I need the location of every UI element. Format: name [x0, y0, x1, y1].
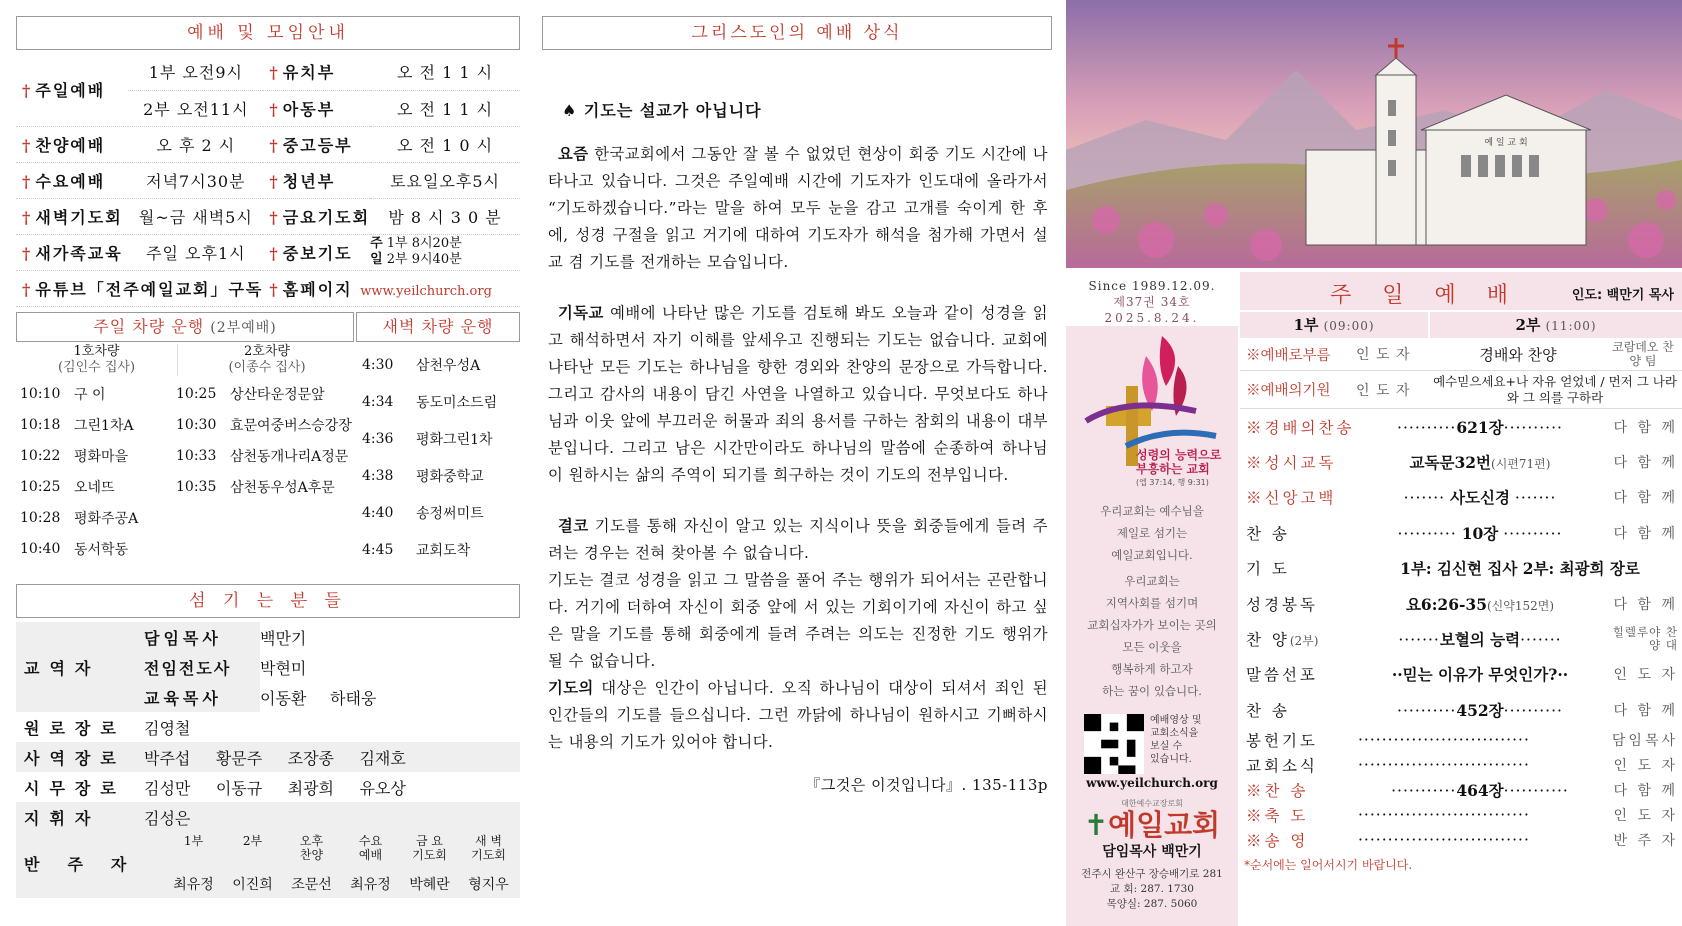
stop-time: 4:40 — [362, 504, 394, 521]
service-name: † 금요기도회 — [269, 207, 371, 227]
order-table: ※경배의찬송 ··········621장·········· 다 함 께 ※성시교독 교독문32번(시편71편) 다 함 께 ※신앙고백 ······· 사도신경 ······· 다 함 께 찬 송 ·········· 10장 ·········· 다 함 께 기 도 1부: 김신현 집사 2부: 최광희 장로 성경봉독 요6:26-35(신약152면) 다 함 께 찬 양(2부) ·······보혈의 능력······· 힐렐루야 찬 양 대 말씀선포 ··믿는 이유가 무엇인가?·· 인 도 자 찬 송 ··········452장·········· 다 함 께 봉헌기도 ····························· 담임목사 교회소식 ····························· 인 도 자 ※찬 송 ···········464장··········· 다 함 께 ※축 도 ····························· 인 도 자 ※송 영 ····························· 반 주 자 — [1246, 417, 1678, 851]
service-time: 월~금 새벽5시 — [138, 207, 253, 227]
order-title: 주 일 예 배 — [1330, 283, 1520, 308]
order-row: ※예배의기원 인 도 자 예수믿으세요+나 자유 얻었네 / 먼저 그 나라와 그 의를 구하라 — [1240, 371, 1682, 409]
stop-name: 송정써미트 — [416, 505, 484, 522]
contact-info: 전주시 완산구 장승배기로 281 교 회: 287. 1730 목양실: 287. 5060 — [1081, 868, 1223, 910]
stop-name: 효문여중버스승강장 — [230, 417, 352, 434]
article-header: 그리스도인의 예배 상식 — [542, 16, 1052, 50]
first-service-label: 1부 (09:00) — [1240, 312, 1428, 338]
role-elder-emeritus: 원로장로 — [24, 718, 126, 738]
person: 백만기 — [260, 628, 307, 648]
article-subtitle: ♠ 기도는 설교가 아닙니다 — [562, 101, 762, 120]
worship-schedule-section — [16, 16, 520, 893]
stop-name: 평화그린1차 — [416, 431, 493, 448]
service-name: † 새가족교육 — [22, 243, 123, 263]
accompanist-slot: 2부 — [242, 834, 263, 848]
bus-stop — [176, 440, 356, 471]
paragraph: 요즘 한국교회에서 그동안 잘 볼 수 없었던 현상이 회중 기도 시간에 나타나고 있습니다. 그것은 주일예배 시간에 기도자가 인도대에 올라가서 “기도하겠습니다.”라는 말을 하여 모두 눈을 감고 고개를 숙이게 한 후에, 성경 구절을 읽고 거기에 대하여 기도자가 해석을 첨가해 가면서 설교 겸 기도를 전개하는 모습입니다. — [548, 145, 1048, 271]
issue-date: 2025.8.24. — [1066, 312, 1238, 326]
service-name: † 청년부 — [269, 171, 336, 191]
church-picture — [1066, 0, 1682, 268]
service-time: 주 1부 8시20분 일 2부 9시40분 — [370, 236, 462, 267]
paragraph: 결코 기도를 통해 자신이 알고 있는 지식이나 뜻을 회중들에게 들려 주려는 경우는 전혀 찾아볼 수 없습니다. — [548, 517, 1048, 562]
bus-stop — [176, 471, 356, 502]
paragraph: 기도는 결코 성경을 읽고 그 말씀을 풀어 주는 행위가 되어서는 곤란합니다. 거기에 더하여 자신이 회중 앞에 서 있는 기회이기에 자신이 하고 싶은 말을 기도를 통해 회중에게 들려 주려는 의도는 진정한 기도 행위가 될 수 없습니다. — [548, 571, 1048, 670]
position: 담임목사 — [144, 622, 260, 652]
stop-time: 10:33 — [176, 447, 217, 464]
order-row: ※예배로부름 인 도 자 경배와 찬양 코람데오 찬 양 팀 — [1240, 338, 1682, 371]
bus-stop — [362, 494, 520, 531]
stop-name: 삼천동우성A후문 — [230, 479, 335, 496]
person: 김영철 — [144, 718, 191, 738]
accompanist-slot: 수요 예배 — [358, 834, 383, 862]
slogan-verse: (엡 37:14, 행 9:31) — [1136, 478, 1209, 487]
website-link[interactable]: www.yeilchurch.org — [1086, 776, 1218, 790]
dawn-route — [362, 346, 520, 568]
stop-time: 4:38 — [362, 467, 394, 484]
service-name: † 아동부 — [269, 99, 336, 119]
accompanist-name: 이진희 — [232, 877, 273, 893]
stop-name: 평화중학교 — [416, 468, 484, 485]
slogan: 성령의 능력으로 — [1136, 448, 1222, 462]
servers-title: 섬 기 는 분 들 — [16, 584, 520, 618]
stop-time: 10:22 — [20, 447, 61, 464]
service-time: 밤 8 시 3 0 분 — [388, 207, 502, 227]
accompanist-row — [16, 832, 520, 898]
service-time: 주일 오후1시 — [146, 243, 246, 263]
stop-name: 동서학동 — [74, 541, 129, 558]
stop-name: 오네뜨 — [74, 479, 115, 496]
dawn-bus-title: 새벽 차량 운행 — [356, 312, 520, 342]
stop-time: 10:28 — [20, 509, 61, 526]
stop-name: 동도미소드림 — [416, 394, 498, 411]
stop-name: 구 이 — [74, 386, 106, 403]
service-time: 오 후 2 시 — [156, 135, 236, 155]
service-time: 토요일오후5시 — [390, 171, 500, 191]
bus-stop — [362, 383, 520, 420]
church-logo — [1066, 326, 1238, 496]
issue-info: Since 1989.12.09. 제37권 34호 — [1066, 272, 1238, 312]
person-list: 박주섭 황문주 조장종 김재호 — [144, 742, 520, 772]
youtube-link[interactable]: † 유튜브「전주예일교회」구독 — [22, 279, 264, 299]
accompanist-name: 형지우 — [468, 877, 509, 893]
bus-stop — [20, 533, 170, 564]
bus-stop — [362, 420, 520, 457]
bus-stop — [176, 409, 356, 440]
service-split — [1240, 312, 1682, 338]
stop-name: 교회도착 — [416, 542, 471, 559]
service-time: 오 전 1 0 시 — [396, 135, 494, 155]
bus-stop — [20, 440, 170, 471]
accompanist-slot: 금 요 기도회 — [412, 834, 447, 862]
service-time: 2부 오전11시 — [143, 99, 249, 119]
service-time: 오 전 1 1 시 — [396, 63, 494, 83]
position: 교육목사 — [144, 682, 260, 712]
stop-name: 평화마을 — [74, 448, 129, 465]
bus-stop — [20, 502, 170, 533]
church-sidebar — [1066, 272, 1238, 926]
stop-time: 4:45 — [362, 541, 394, 558]
service-time: 저녁7시30분 — [146, 171, 246, 191]
stop-time: 10:10 — [20, 385, 61, 402]
role-ministry-elders: 사역장로 — [16, 742, 144, 772]
person: 김성은 — [144, 802, 520, 832]
church-motto: 우리교회는 예수님을 제일로 섬기는 예일교회입니다. 우리교회는 지역사회를 섬기며 교회십자가가 보이는 곳의 모든 이웃을 행복하게 하고자 하는 꿈이 있습니다. — [1087, 504, 1217, 698]
stop-time: 4:34 — [362, 393, 394, 410]
pastor-name: 담임목사 백만기 — [1102, 844, 1202, 860]
service-time: 1부 오전9시 — [148, 63, 243, 83]
car1-route — [20, 378, 170, 564]
bus-stop — [362, 531, 520, 568]
order-of-service — [1240, 272, 1682, 873]
stop-name: 삼천우성A — [416, 357, 481, 374]
stop-name: 그린1차A — [74, 417, 134, 434]
bus-stop — [362, 457, 520, 494]
article-body — [542, 141, 1052, 799]
service-time: 오 전 1 1 시 — [396, 99, 494, 119]
stop-time: 10:40 — [20, 540, 61, 557]
standing-note: *순서에는 일어서시기 바랍니다. — [1244, 857, 1413, 872]
person: 하태웅 — [330, 688, 377, 708]
picture-label: 예 일 교 회 — [1484, 138, 1528, 148]
order-leader: 인도: 백만기 목사 — [1571, 288, 1674, 303]
slogan: 부흥하는 교회 — [1136, 462, 1210, 476]
stop-time: 10:18 — [20, 416, 61, 433]
homepage-link[interactable]: † 홈페이지 www.yeilchurch.org — [269, 279, 492, 299]
stop-name: 평화주공A — [74, 510, 139, 527]
service-name: † 중보기도 — [269, 243, 353, 263]
service-name: † 주일예배 — [22, 81, 106, 101]
second-service-label: 2부 (11:00) — [1430, 312, 1682, 338]
accompanist-name: 조문선 — [291, 877, 332, 893]
order-header — [1240, 272, 1682, 310]
service-name: † 수요예배 — [22, 171, 106, 191]
sunday-bus-title: 주일 차량 운행 (2부예배) — [16, 312, 354, 342]
car1-label: 1호차량 (김인수 집사) — [16, 344, 178, 376]
accompanist-slot: 오후 찬양 — [299, 834, 324, 862]
stop-time: 10:35 — [176, 478, 217, 495]
service-name: † 새벽기도회 — [22, 207, 123, 227]
stop-time: 4:30 — [362, 356, 394, 373]
qr-code-icon[interactable] — [1084, 714, 1144, 774]
service-name: † 찬양예배 — [22, 135, 106, 155]
worship-header: 예배 및 모임안내 — [16, 16, 520, 50]
accompanist-name: 최유정 — [173, 877, 214, 893]
car2-route — [176, 378, 356, 502]
role-active-elders: 시무장로 — [24, 778, 126, 798]
stop-name: 상산타운정문앞 — [230, 386, 325, 403]
paragraph: 기독교 예배에 나타난 많은 기도를 검토해 봐도 오늘과 같이 성경을 읽고 해석하면서 자기 이해를 앞세우고 진행되는 기도는 없습니다. 교회에 나타난 모든 기도는 하나님을 향한 경외와 찬양의 문장으로 가득합니다. 그리고 감사의 내용이 담긴 사연을 나열하고 있습니다. 무엇보다도 하나님과 이웃 앞에 부끄러운 허물과 죄의 용서를 구하는 참회의 내용이 대부분입니다. 그리고 남은 시간만이라도 하나님의 말씀에 순종하여 하나님이 원하시는 삶의 주역이 되기를 희구하는 것이 기도의 전부입니다. — [548, 304, 1048, 484]
worship-table — [16, 54, 520, 307]
stop-name: 삼천동개나리A정문 — [230, 448, 349, 465]
bus-section — [16, 312, 520, 559]
stop-time: 10:30 — [176, 416, 217, 433]
role-conductor: 지휘자 — [16, 802, 144, 832]
person: 박현미 — [260, 658, 307, 678]
person-list: 김성만 이동규 최광희 유오상 — [144, 778, 406, 798]
stop-time: 10:25 — [20, 478, 61, 495]
accompanist-slot: 1부 — [183, 834, 204, 848]
qr-block: 예배영상 및 교회소식을 보실 수 있습니다. — [1066, 714, 1238, 774]
servers-section — [16, 584, 520, 893]
stop-time: 10:25 — [176, 385, 217, 402]
paragraph: 기도의 대상은 인간이 아닙니다. 오직 하나님이 대상이 되셔서 죄인 된 인간들의 기도를 들으십니다. 그런 까닭에 하나님이 원하시고 기뻐하시는 내용의 기도가 있어야 합니다. — [548, 679, 1048, 751]
bus-stop — [20, 378, 170, 409]
church-name-logo: 대한예수교장로회 ✝예일교회 담임목사 백만기 — [1066, 798, 1238, 861]
bus-stop — [176, 378, 356, 409]
article-source: 『그것은 이것입니다』. 135-113p — [805, 776, 1048, 794]
stop-time: 4:36 — [362, 430, 394, 447]
accompanist-name: 최유정 — [350, 877, 391, 893]
accompanist-slot: 새 벽 기도회 — [471, 834, 506, 862]
bus-stop — [20, 471, 170, 502]
worship-article — [542, 16, 1052, 799]
service-name: † 유치부 — [269, 63, 336, 83]
service-name: † 중고등부 — [269, 135, 353, 155]
role-pastors: 교역자 — [16, 622, 144, 712]
person: 이동환 — [260, 688, 307, 708]
bus-stop — [362, 346, 520, 383]
accompanist-name: 박혜란 — [409, 877, 450, 893]
role-accompanist: 반주자 — [24, 855, 155, 874]
car2-label: 2호차량 (이종수 집사) — [228, 344, 306, 375]
bus-stop — [20, 409, 170, 440]
position: 전임전도사 — [144, 652, 260, 682]
